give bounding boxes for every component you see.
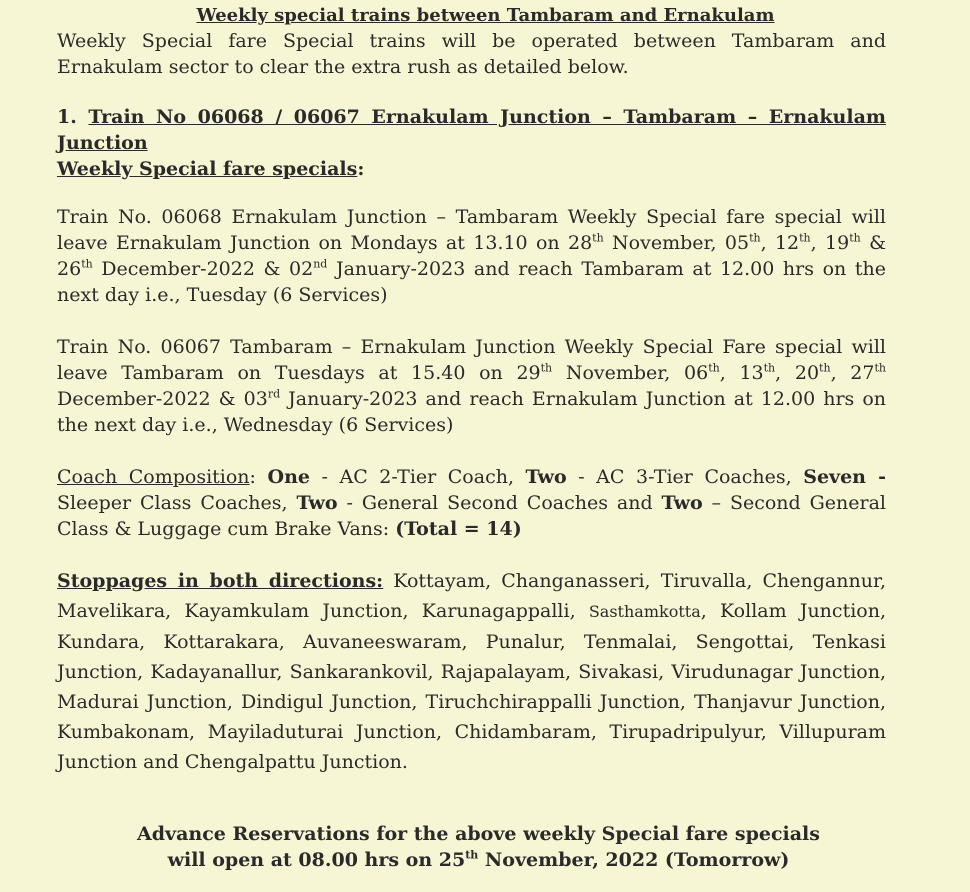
coach-total: (Total = 14)	[395, 518, 522, 540]
section-number: 1.	[57, 106, 77, 128]
section-heading-line1: Train No 06068 / 06067 Ernakulam Junction – Tambaram – Ernakulam Junction	[57, 106, 886, 154]
coach-composition-paragraph: Coach Composition: One - AC 2-Tier Coach, Two - AC 3-Tier Coaches, Seven - Sleeper Class Coaches, Two - General Second Coaches and Two – Second General Class & Luggage cum Brake Vans: (Total = 14)	[57, 466, 886, 540]
coach-composition-label: Coach Composition	[57, 466, 250, 488]
stoppages-label: Stoppages in both directions:	[57, 570, 384, 592]
section-heading	[57, 104, 886, 182]
intro-paragraph: Weekly Special fare Special trains will be operated between Tambaram and Ernakulam sector to clear the extra rush as detailed below.	[57, 30, 886, 78]
train-06068-paragraph: Train No. 06068 Ernakulam Junction – Tambaram Weekly Special fare special will leave Ernakulam Junction on Mondays at 13.10 on 28th November, 05th, 12th, 19th & 26th December-2022 & 02nd January-2023 and reach Tambaram at 12.00 hrs on the next day i.e., Tuesday (6 Services)	[57, 206, 886, 306]
document-title: Weekly special trains between Tambaram and Ernakulam	[196, 5, 775, 26]
stoppages-paragraph: Stoppages in both directions: Kottayam, Changanasseri, Tiruvalla, Chengannur, Mavelikara, Kayamkulam Junction, Karunagappalli, Sasthamkotta, Kollam Junction, Kundara, Kottarakara, Auvaneeswaram, Punalur, Tenmalai, Sengottai, Tenkasi Junction, Kadayanallur, Sankarankovil, Rajapalayam, Sivakasi, Virudunagar Junction, Madurai Junction, Dindigul Junction, Tiruchchirappalli Junction, Thanjavur Junction, Kumbakonam, Mayiladuturai Junction, Chidambaram, Tirupadripulyur, Villupuram Junction and Chengalpattu Junction.	[57, 570, 886, 773]
section-heading-line2: Weekly Special fare specials	[57, 158, 358, 180]
advance-reservation-notice: Advance Reservations for the above weekly Special fare specials will open at 08.00 hrs on 25th November, 2022 (Tomorrow)	[137, 823, 820, 871]
train-06067-paragraph: Train No. 06067 Tambaram – Ernakulam Junction Weekly Special Fare special will leave Tambaram on Tuesdays at 15.40 on 29th November, 06th, 13th, 20th, 27th December-2022 & 03rd January-2023 and reach Ernakulam Junction at 12.00 hrs on the next day i.e., Wednesday (6 Services)	[57, 336, 887, 436]
section-heading-colon: :	[357, 158, 365, 180]
